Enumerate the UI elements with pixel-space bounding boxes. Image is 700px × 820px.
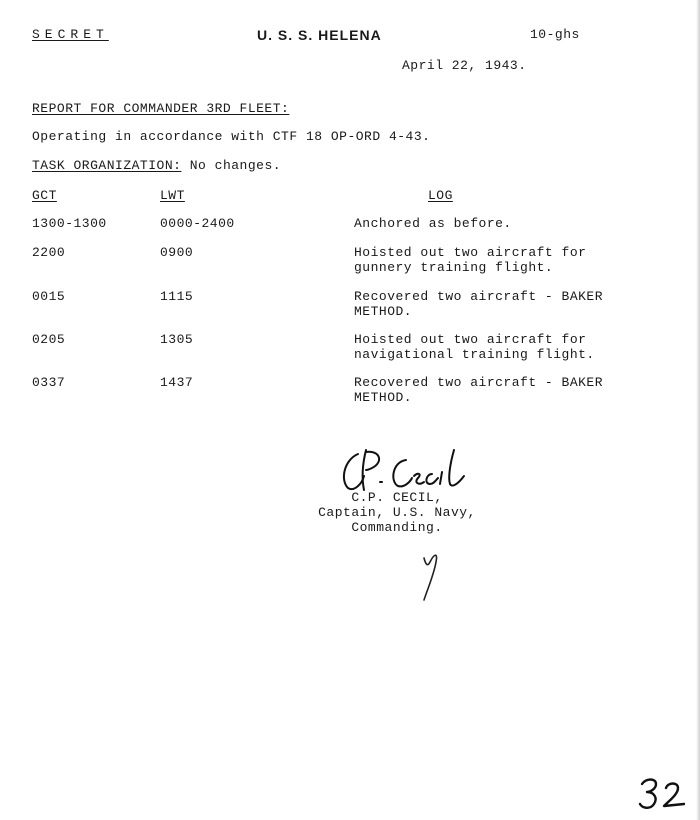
document-reference: 10-ghs	[530, 27, 580, 42]
signatory-name: C.P. CECIL,	[351, 490, 443, 505]
gct-cell: 0205	[32, 332, 66, 347]
task-organization-text: No changes.	[189, 158, 282, 173]
gct-cell: 1300-1300	[32, 216, 107, 231]
task-organization-line	[32, 158, 281, 173]
ship-name: U. S. S. HELENA	[257, 27, 382, 43]
log-entry: Anchored as before.	[354, 216, 512, 231]
document-date: April 22, 1943.	[402, 58, 527, 73]
handwritten-mark	[416, 548, 446, 604]
operating-statement: Operating in accordance with CTF 18 OP-ORD 4-43.	[32, 129, 431, 144]
log-entry: Hoisted out two aircraft for navigational training flight.	[354, 332, 595, 362]
report-heading: REPORT FOR COMMANDER 3RD FLEET:	[32, 101, 290, 116]
gct-cell: 2200	[32, 245, 66, 260]
column-header-gct: GCT	[32, 188, 57, 203]
column-header-log: LOG	[428, 188, 453, 203]
lwt-cell: 1305	[160, 332, 194, 347]
gct-cell: 0337	[32, 375, 66, 390]
signatory-role: Commanding.	[351, 520, 443, 535]
column-header-lwt: LWT	[160, 188, 185, 203]
log-entry: Recovered two aircraft - BAKER METHOD.	[354, 289, 604, 319]
lwt-cell: 1115	[160, 289, 194, 304]
handwritten-page-number-graphic	[636, 774, 692, 814]
lwt-cell: 0000-2400	[160, 216, 235, 231]
lwt-cell: 1437	[160, 375, 194, 390]
classification-label: SECRET	[32, 27, 109, 42]
log-entry: Recovered two aircraft - BAKER METHOD.	[354, 375, 604, 405]
signature-block	[308, 490, 486, 535]
page-edge-shadow	[696, 0, 700, 820]
gct-cell: 0015	[32, 289, 66, 304]
signatory-rank: Captain, U.S. Navy,	[318, 505, 476, 520]
page-number	[636, 774, 692, 818]
lwt-cell: 0900	[160, 245, 194, 260]
log-entry: Hoisted out two aircraft for gunnery training flight.	[354, 245, 587, 275]
task-organization-label: TASK ORGANIZATION:	[32, 158, 182, 173]
